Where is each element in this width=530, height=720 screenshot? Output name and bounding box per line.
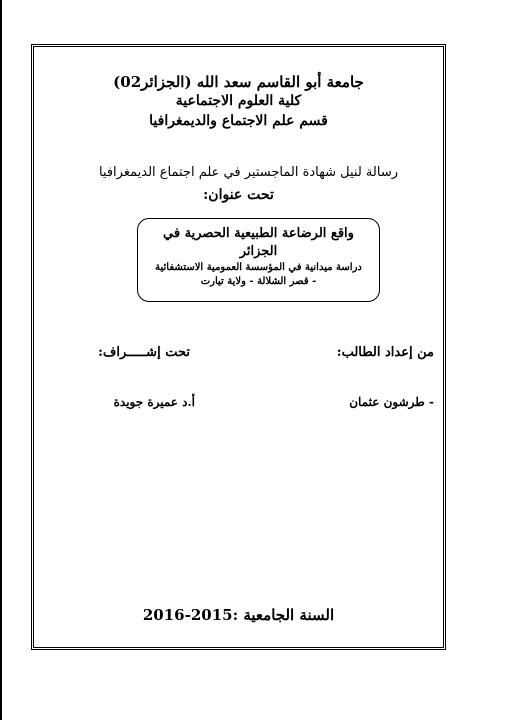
supervisor-label: تحت إشـــــراف: <box>98 345 190 360</box>
academic-year: السنة الجامعية :2015-2016 <box>142 606 335 624</box>
faculty-name: كلية العلوم الاجتماعية <box>175 93 302 109</box>
student-name: - طرشون عثمان <box>349 395 434 409</box>
thesis-title-box <box>137 218 380 302</box>
thesis-title-line2: الجزائر <box>239 244 278 259</box>
thesis-subtitle-line1: دراسة ميدانية في المؤسسة العمومية الاستشفائية <box>155 262 362 273</box>
under-title-label: تحت عنوان: <box>203 187 274 203</box>
thesis-subtitle-line2: - قصر الشلالة - ولاية تيارت <box>200 276 317 287</box>
university-name: جامعة أبو القاسم سعد الله (الجزائر02) <box>113 73 364 91</box>
thesis-title-line1: واقع الرضاعة الطبيعية الحصرية في <box>163 226 354 241</box>
thesis-purpose: رسالة لنيل شهادة الماجستير في علم اجتماع الديمغرافيا <box>98 165 398 180</box>
prepared-by-label: من إعداد الطالب: <box>336 345 434 360</box>
department-name: قسم علم الاجتماع والديمغرافيا <box>149 113 328 129</box>
supervisor-name: أ.د عميرة جويدة <box>113 395 195 409</box>
page-edge-line <box>0 0 2 720</box>
